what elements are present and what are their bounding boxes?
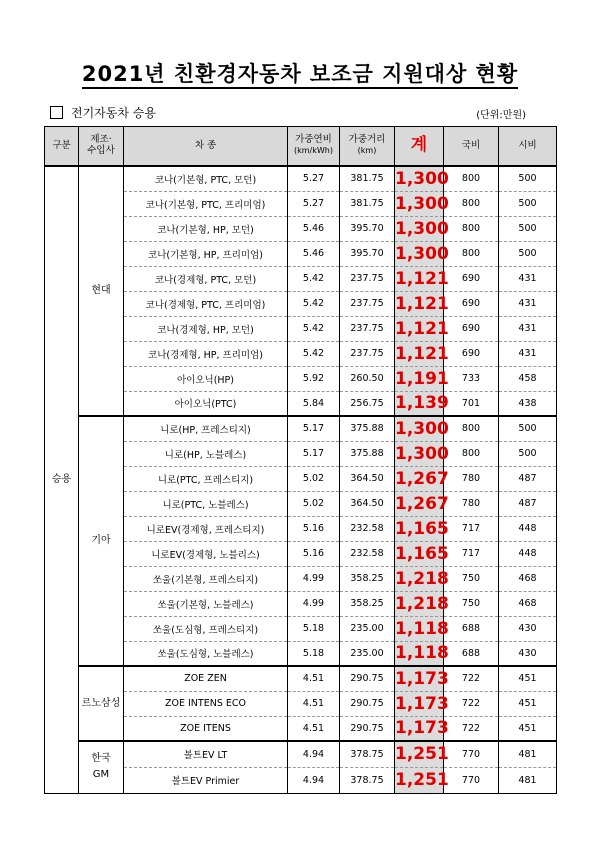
national-cell: 780 <box>444 466 499 491</box>
efficiency-cell: 5.46 <box>288 241 340 266</box>
total-cell: 1,173 <box>395 691 444 716</box>
national-cell: 688 <box>444 616 499 641</box>
efficiency-cell: 5.84 <box>288 391 340 416</box>
range-cell: 290.75 <box>340 666 395 691</box>
national-cell: 717 <box>444 516 499 541</box>
total-cell: 1,191 <box>395 366 444 391</box>
range-cell: 235.00 <box>340 641 395 666</box>
model-cell: 니로(PTC, 노블레스) <box>124 491 288 516</box>
total-cell: 1,121 <box>395 266 444 291</box>
range-cell: 260.50 <box>340 366 395 391</box>
model-cell: 코나(기본형, HP, 프리미엄) <box>124 241 288 266</box>
range-cell: 358.25 <box>340 591 395 616</box>
national-cell: 722 <box>444 716 499 741</box>
range-cell: 232.58 <box>340 516 395 541</box>
header-maker <box>79 127 124 167</box>
range-cell: 237.75 <box>340 266 395 291</box>
city-cell: 451 <box>499 716 557 741</box>
model-cell: 코나(기본형, PTC, 모던) <box>124 166 288 191</box>
header-city: 시비 <box>499 127 557 167</box>
national-cell: 690 <box>444 316 499 341</box>
national-cell: 800 <box>444 166 499 191</box>
category-cell: 승용 <box>45 166 79 793</box>
unit-label: (단위:만원) <box>476 110 526 121</box>
efficiency-cell: 5.42 <box>288 291 340 316</box>
city-cell: 431 <box>499 316 557 341</box>
model-cell: 니로EV(경제형, 노블리스) <box>124 541 288 566</box>
header-range-label: 가중거리 <box>348 134 386 146</box>
national-cell: 690 <box>444 291 499 316</box>
national-cell: 722 <box>444 691 499 716</box>
range-cell: 237.75 <box>340 291 395 316</box>
model-cell: 니로(PTC, 프레스티지) <box>124 466 288 491</box>
national-cell: 800 <box>444 416 499 441</box>
national-cell: 690 <box>444 266 499 291</box>
total-cell: 1,118 <box>395 616 444 641</box>
efficiency-cell: 4.94 <box>288 741 340 767</box>
total-cell: 1,218 <box>395 566 444 591</box>
total-cell: 1,173 <box>395 666 444 691</box>
city-cell: 431 <box>499 291 557 316</box>
header-efficiency-label: 가중연비 <box>295 134 332 146</box>
national-cell: 770 <box>444 741 499 767</box>
city-cell: 430 <box>499 641 557 666</box>
national-cell: 733 <box>444 366 499 391</box>
efficiency-cell: 5.18 <box>288 641 340 666</box>
city-cell: 448 <box>499 516 557 541</box>
total-cell: 1,139 <box>395 391 444 416</box>
efficiency-cell: 5.16 <box>288 516 340 541</box>
city-cell: 430 <box>499 616 557 641</box>
table-row <box>45 741 557 767</box>
city-cell: 481 <box>499 767 557 793</box>
city-cell: 458 <box>499 366 557 391</box>
range-cell: 381.75 <box>340 166 395 191</box>
total-cell: 1,300 <box>395 441 444 466</box>
city-cell: 500 <box>499 191 557 216</box>
range-cell: 235.00 <box>340 616 395 641</box>
range-cell: 290.75 <box>340 691 395 716</box>
checkbox-icon <box>50 106 63 119</box>
efficiency-cell: 5.02 <box>288 491 340 516</box>
national-cell: 770 <box>444 767 499 793</box>
model-cell: 볼트EV LT <box>124 741 288 767</box>
range-cell: 364.50 <box>340 466 395 491</box>
efficiency-cell: 4.51 <box>288 716 340 741</box>
city-cell: 451 <box>499 666 557 691</box>
model-cell: 코나(기본형, PTC, 프리미엄) <box>124 191 288 216</box>
efficiency-cell: 5.42 <box>288 316 340 341</box>
efficiency-cell: 5.42 <box>288 266 340 291</box>
header-range <box>340 127 395 167</box>
total-cell: 1,121 <box>395 316 444 341</box>
maker-cell: 르노삼성 <box>79 666 124 741</box>
table-body <box>45 166 557 793</box>
model-cell: ZOE ZEN <box>124 666 288 691</box>
header-maker-text: 제조· 수입사 <box>87 134 115 156</box>
efficiency-cell: 4.99 <box>288 566 340 591</box>
model-cell: 아이오닉(HP) <box>124 366 288 391</box>
city-cell: 487 <box>499 466 557 491</box>
range-cell: 358.25 <box>340 566 395 591</box>
total-cell: 1,300 <box>395 416 444 441</box>
table-row <box>45 416 557 441</box>
city-cell: 448 <box>499 541 557 566</box>
city-cell: 487 <box>499 491 557 516</box>
header-model: 차 종 <box>124 127 288 167</box>
range-cell: 364.50 <box>340 491 395 516</box>
national-cell: 780 <box>444 491 499 516</box>
national-cell: 800 <box>444 216 499 241</box>
range-cell: 395.70 <box>340 241 395 266</box>
header-row <box>45 127 557 167</box>
city-cell: 468 <box>499 591 557 616</box>
efficiency-cell: 4.51 <box>288 666 340 691</box>
total-cell: 1,251 <box>395 767 444 793</box>
table-row <box>45 666 557 691</box>
maker-cell: 현대 <box>79 166 124 416</box>
efficiency-cell: 4.94 <box>288 767 340 793</box>
range-cell: 375.88 <box>340 441 395 466</box>
efficiency-cell: 5.27 <box>288 166 340 191</box>
city-cell: 431 <box>499 341 557 366</box>
total-cell: 1,300 <box>395 241 444 266</box>
header-efficiency-unit: (km/kWh) <box>294 146 333 155</box>
efficiency-cell: 5.17 <box>288 416 340 441</box>
range-cell: 237.75 <box>340 316 395 341</box>
city-cell: 500 <box>499 441 557 466</box>
header-efficiency <box>288 127 340 167</box>
city-cell: 500 <box>499 241 557 266</box>
efficiency-cell: 5.02 <box>288 466 340 491</box>
range-cell: 237.75 <box>340 341 395 366</box>
total-cell: 1,300 <box>395 191 444 216</box>
city-cell: 481 <box>499 741 557 767</box>
model-cell: 쏘울(기본형, 프레스티지) <box>124 566 288 591</box>
header-range-unit: (km) <box>357 146 377 155</box>
city-cell: 500 <box>499 216 557 241</box>
efficiency-cell: 5.17 <box>288 441 340 466</box>
header-total: 계 <box>395 127 444 167</box>
national-cell: 750 <box>444 566 499 591</box>
city-cell: 451 <box>499 691 557 716</box>
total-cell: 1,118 <box>395 641 444 666</box>
efficiency-cell: 5.18 <box>288 616 340 641</box>
model-cell: 코나(경제형, HP, 프리미엄) <box>124 341 288 366</box>
total-cell: 1,173 <box>395 716 444 741</box>
section-heading <box>50 104 156 121</box>
section-label: 전기자동차 승용 <box>71 106 156 120</box>
total-cell: 1,251 <box>395 741 444 767</box>
model-cell: 니로(HP, 노블레스) <box>124 441 288 466</box>
model-cell: 쏘울(도심형, 노블레스) <box>124 641 288 666</box>
header-category: 구분 <box>45 127 79 167</box>
city-cell: 500 <box>499 166 557 191</box>
efficiency-cell: 5.16 <box>288 541 340 566</box>
national-cell: 800 <box>444 241 499 266</box>
model-cell: 볼트EV Primier <box>124 767 288 793</box>
model-cell: 코나(경제형, PTC, 모던) <box>124 266 288 291</box>
national-cell: 688 <box>444 641 499 666</box>
national-cell: 701 <box>444 391 499 416</box>
model-cell: 쏘울(기본형, 노블레스) <box>124 591 288 616</box>
model-cell: 코나(경제형, HP, 모던) <box>124 316 288 341</box>
range-cell: 395.70 <box>340 216 395 241</box>
total-cell: 1,267 <box>395 466 444 491</box>
national-cell: 717 <box>444 541 499 566</box>
total-cell: 1,121 <box>395 291 444 316</box>
national-cell: 750 <box>444 591 499 616</box>
efficiency-cell: 5.42 <box>288 341 340 366</box>
model-cell: 아이오닉(PTC) <box>124 391 288 416</box>
range-cell: 378.75 <box>340 741 395 767</box>
range-cell: 232.58 <box>340 541 395 566</box>
maker-cell: 한국 GM <box>79 741 124 793</box>
efficiency-cell: 5.27 <box>288 191 340 216</box>
national-cell: 690 <box>444 341 499 366</box>
city-cell: 468 <box>499 566 557 591</box>
efficiency-cell: 5.46 <box>288 216 340 241</box>
total-cell: 1,300 <box>395 166 444 191</box>
national-cell: 722 <box>444 666 499 691</box>
efficiency-cell: 4.99 <box>288 591 340 616</box>
total-cell: 1,165 <box>395 541 444 566</box>
table-row <box>45 166 557 191</box>
total-cell: 1,165 <box>395 516 444 541</box>
range-cell: 290.75 <box>340 716 395 741</box>
range-cell: 378.75 <box>340 767 395 793</box>
city-cell: 500 <box>499 416 557 441</box>
header-national: 국비 <box>444 127 499 167</box>
efficiency-cell: 5.92 <box>288 366 340 391</box>
city-cell: 438 <box>499 391 557 416</box>
total-cell: 1,267 <box>395 491 444 516</box>
national-cell: 800 <box>444 441 499 466</box>
subsidy-table <box>44 126 557 794</box>
total-cell: 1,121 <box>395 341 444 366</box>
range-cell: 375.88 <box>340 416 395 441</box>
range-cell: 381.75 <box>340 191 395 216</box>
efficiency-cell: 4.51 <box>288 691 340 716</box>
range-cell: 256.75 <box>340 391 395 416</box>
total-cell: 1,218 <box>395 591 444 616</box>
model-cell: ZOE ITENS <box>124 716 288 741</box>
model-cell: 쏘울(도심형, 프레스티지) <box>124 616 288 641</box>
national-cell: 800 <box>444 191 499 216</box>
city-cell: 431 <box>499 266 557 291</box>
model-cell: 코나(기본형, HP, 모던) <box>124 216 288 241</box>
model-cell: 니로(HP, 프레스티지) <box>124 416 288 441</box>
maker-cell: 기아 <box>79 416 124 666</box>
document-title: 2021년 친환경자동차 보조금 지원대상 현황 <box>0 58 600 88</box>
model-cell: ZOE INTENS ECO <box>124 691 288 716</box>
model-cell: 코나(경제형, PTC, 프리미엄) <box>124 291 288 316</box>
model-cell: 니로EV(경제형, 프레스티지) <box>124 516 288 541</box>
total-cell: 1,300 <box>395 216 444 241</box>
